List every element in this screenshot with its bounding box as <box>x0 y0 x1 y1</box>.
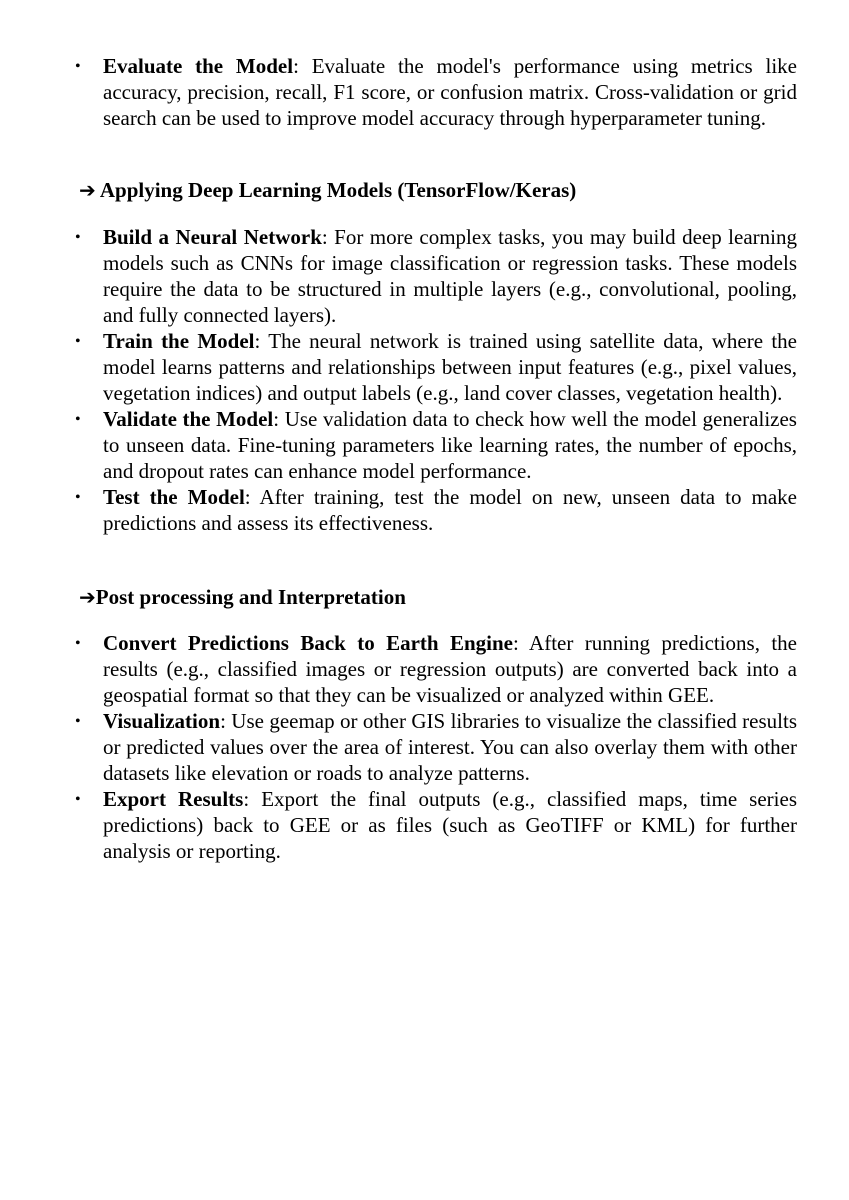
list-item-evaluate-model <box>0 53 849 131</box>
item-text: : Evaluate the model's performance using metrics like accuracy, precision, recall, F1 score, or confusion matrix. Cross-validation or grid search can be used to improve model accuracy through hyperparameter tuning. <box>103 54 797 130</box>
item-term: Train the Model <box>103 329 255 353</box>
item-text: : The neural network is trained using satellite data, where the model learns patterns and relationships between input features (e.g., pixel values, vegetation indices) and output labels (e.g., land cover classes, vegetation health). <box>103 329 797 405</box>
list-item-train-model <box>0 328 849 406</box>
post-processing-list <box>0 630 849 864</box>
list-item-build-network <box>0 224 849 328</box>
item-term: Validate the Model <box>103 407 274 431</box>
deep-learning-list <box>0 224 849 536</box>
bullet-icon: • <box>75 489 81 506</box>
list-item-visualization <box>0 708 849 786</box>
bullet-icon: • <box>75 791 81 808</box>
item-term: Build a Neural Network <box>103 225 322 249</box>
item-term: Test the Model <box>103 485 245 509</box>
heading-text: Post processing and Interpretation <box>95 585 406 609</box>
item-text: : Use geemap or other GIS libraries to visualize the classified results or predicted values over the area of interest. You can also overlay them with other datasets like elevation or roads to analyze patterns. <box>103 709 797 785</box>
item-term: Evaluate the Model <box>103 54 294 78</box>
section-heading-post-processing <box>79 584 406 610</box>
arrow-right-icon: ➔ <box>79 585 96 609</box>
arrow-right-icon: ➔ <box>79 178 96 202</box>
list-item-convert-predictions <box>0 630 849 708</box>
bullet-icon: • <box>75 411 81 428</box>
item-term: Export Results <box>103 787 244 811</box>
evaluate-list <box>0 53 849 131</box>
item-text: : After running predictions, the results (e.g., classified images or regression outputs) are converted back into a geospatial format so that they can be visualized or analyzed within GEE. <box>103 631 798 707</box>
section-heading-deep-learning <box>79 177 576 203</box>
item-text: : Export the final outputs (e.g., classified maps, time series predictions) back to GEE or as files (such as GeoTIFF or KML) for further analysis or reporting. <box>103 787 797 863</box>
bullet-icon: • <box>75 713 81 730</box>
item-term: Visualization <box>103 709 221 733</box>
list-item-validate-model <box>0 406 849 484</box>
item-text: : After training, test the model on new, unseen data to make predictions and assess its effectiveness. <box>103 485 797 535</box>
bullet-icon: • <box>75 635 81 652</box>
bullet-icon: • <box>75 333 81 350</box>
item-text: : Use validation data to check how well the model generalizes to unseen data. Fine-tuning parameters like learning rates, the number of epochs, and dropout rates can enhance model performance. <box>103 407 797 483</box>
list-item-export-results <box>0 786 849 864</box>
item-text: : For more complex tasks, you may build deep learning models such as CNNs for image classification or regression tasks. These models require the data to be structured in multiple layers (e.g., convolutional, pooling, and fully connected layers). <box>103 225 797 327</box>
bullet-icon: • <box>75 58 81 75</box>
bullet-icon: • <box>75 229 81 246</box>
list-item-test-model <box>0 484 849 536</box>
heading-text: Applying Deep Learning Models (TensorFlow/Keras) <box>99 178 577 202</box>
item-term: Convert Predictions Back to Earth Engine <box>103 631 513 655</box>
